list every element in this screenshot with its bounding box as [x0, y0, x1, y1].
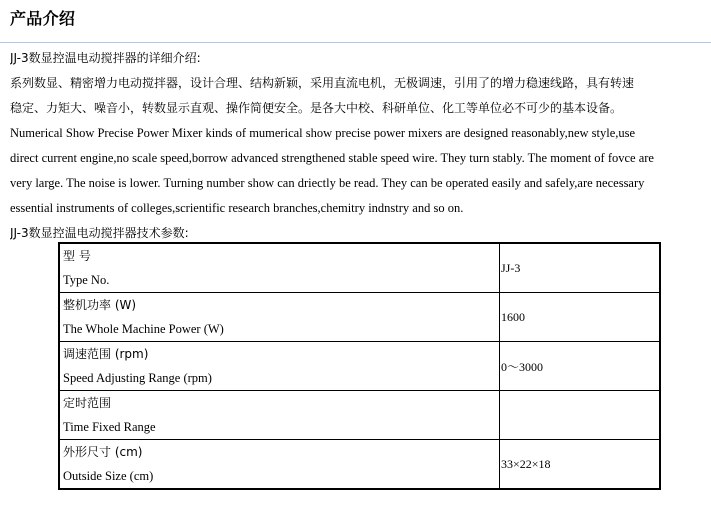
- spec-label-cell: [59, 342, 500, 391]
- spec-label-en: Time Fixed Range: [63, 420, 156, 434]
- spec-label-cn: 调速范围 (rpm): [63, 347, 149, 361]
- spec-label-cn: 整机功率 (W): [63, 298, 137, 312]
- intro-cn-line: 系列数显、精密增力电动搅拌器，设计合理、结构新颖，采用直流电机，无极调速，引用了的增力稳速线路，具有转速: [10, 76, 635, 90]
- table-row: [59, 391, 660, 440]
- table-row: [59, 293, 660, 342]
- spec-label-cell: [59, 293, 500, 342]
- spec-label-cn: 外形尺寸 (cm): [63, 445, 143, 459]
- spec-label-cell: [59, 391, 500, 440]
- spec-value: 0～3000: [500, 342, 661, 391]
- intro-en-line: very large. The noise is lower. Turning number show can driectly be read. They can be operated easily and safely,are necessary: [10, 176, 645, 190]
- spec-label-cell: [59, 440, 500, 490]
- spec-label-en: The Whole Machine Power (W): [63, 322, 224, 336]
- intro-en-line: essential instruments of colleges,scrientific research branches,chemitry indnstry and so on.: [10, 201, 464, 215]
- page-title: 产品介绍: [10, 9, 76, 28]
- spec-value: [500, 391, 661, 440]
- intro-content: [10, 46, 706, 246]
- intro-en-line: direct current engine,no scale speed,borrow advanced strengthened stable speed wire. They turn stably. The moment of fovce are: [10, 151, 654, 165]
- intro-cn-line: 稳定、力矩大、噪音小，转数显示直观、操作简便安全。是各大中校、科研单位、化工等单位必不可少的基本设备。: [10, 101, 623, 115]
- table-row: [59, 243, 660, 293]
- spec-label-cn: 型 号: [63, 249, 91, 263]
- spec-label-cell: [59, 243, 500, 293]
- spec-value: 1600: [500, 293, 661, 342]
- spec-heading: JJ-3数显控温电动搅拌器技术参数:: [10, 226, 189, 240]
- spec-label-en: Outside Size (cm): [63, 469, 154, 483]
- intro-en-line: Numerical Show Precise Power Mixer kinds of mumerical show precise power mixers are designed reasonably,new style,use: [10, 126, 636, 140]
- spec-label-en: Speed Adjusting Range (rpm): [63, 371, 212, 385]
- table-row: [59, 440, 660, 490]
- title-bar: [0, 0, 711, 43]
- spec-table: [58, 242, 661, 490]
- table-row: [59, 342, 660, 391]
- spec-label-en: Type No.: [63, 273, 110, 287]
- spec-value: JJ-3: [500, 243, 661, 293]
- spec-label-cn: 定时范围: [63, 396, 112, 410]
- intro-heading: JJ-3数显控温电动搅拌器的详细介绍:: [10, 51, 201, 65]
- spec-value: 33×22×18: [500, 440, 661, 490]
